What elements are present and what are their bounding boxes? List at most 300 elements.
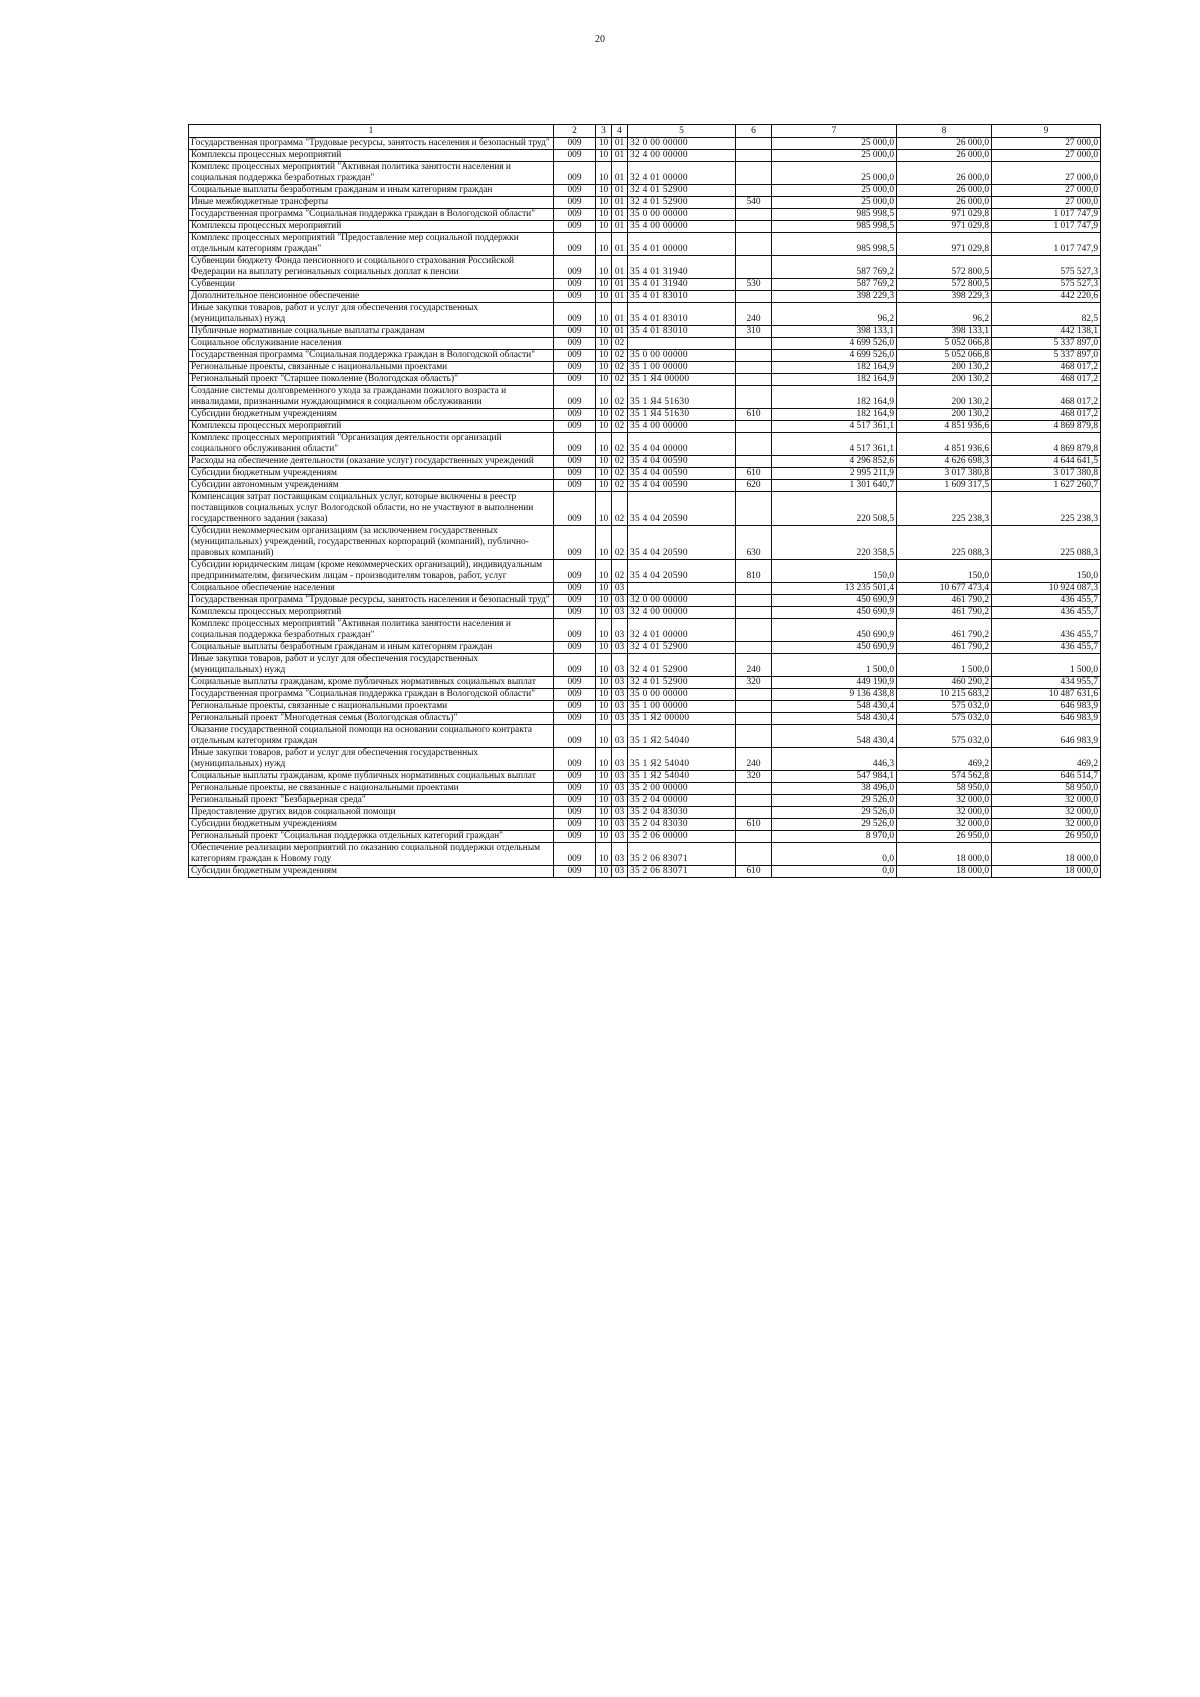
amount-col8-cell: 1 609 317,5	[897, 480, 992, 492]
subsection-code-cell: 03	[612, 607, 628, 619]
table-row	[189, 843, 1101, 866]
section-code-cell: 10	[596, 843, 612, 866]
table-row	[189, 338, 1101, 350]
amount-col7-cell: 450 690,9	[772, 595, 897, 607]
expense-type-cell: 530	[736, 279, 772, 291]
ministry-code-cell: 009	[554, 433, 596, 456]
expense-type-cell: 310	[736, 326, 772, 338]
row-name-cell: Региональные проекты, связанные с национальными проектами	[189, 362, 554, 374]
ministry-code-cell: 009	[554, 409, 596, 421]
amount-col8-cell: 3 017 380,8	[897, 468, 992, 480]
amount-col8-cell: 398 229,3	[897, 291, 992, 303]
amount-col8-cell: 18 000,0	[897, 866, 992, 878]
amount-col9-cell: 32 000,0	[992, 795, 1101, 807]
section-code-cell: 10	[596, 771, 612, 783]
amount-col7-cell: 587 769,2	[772, 256, 897, 279]
expense-type-cell: 620	[736, 480, 772, 492]
target-article-cell: 35 2 06 83071	[628, 866, 736, 878]
amount-col8-cell: 58 950,0	[897, 783, 992, 795]
expense-type-cell	[736, 795, 772, 807]
ministry-code-cell: 009	[554, 607, 596, 619]
section-code-cell: 10	[596, 807, 612, 819]
table-row	[189, 256, 1101, 279]
section-code-cell: 10	[596, 701, 612, 713]
ministry-code-cell: 009	[554, 279, 596, 291]
target-article-cell: 32 4 01 52900	[628, 197, 736, 209]
subsection-code-cell: 02	[612, 468, 628, 480]
ministry-code-cell: 009	[554, 595, 596, 607]
expense-type-cell	[736, 350, 772, 362]
expense-type-cell	[736, 583, 772, 595]
expense-type-cell	[736, 233, 772, 256]
amount-col8-cell: 575 032,0	[897, 713, 992, 725]
table-header-row	[189, 125, 1101, 138]
subsection-code-cell: 01	[612, 162, 628, 185]
column-header: 8	[897, 125, 992, 138]
amount-col9-cell: 4 869 879,8	[992, 421, 1101, 433]
section-code-cell: 10	[596, 468, 612, 480]
amount-col9-cell: 18 000,0	[992, 843, 1101, 866]
row-name-cell: Субсидии бюджетным учреждениям	[189, 866, 554, 878]
amount-col7-cell: 547 984,1	[772, 771, 897, 783]
ministry-code-cell: 009	[554, 291, 596, 303]
table-row	[189, 642, 1101, 654]
expense-type-cell	[736, 713, 772, 725]
amount-col7-cell: 25 000,0	[772, 150, 897, 162]
amount-col8-cell: 26 000,0	[897, 150, 992, 162]
amount-col9-cell: 1 017 747,9	[992, 233, 1101, 256]
target-article-cell: 32 4 01 52900	[628, 654, 736, 677]
row-name-cell: Предоставление других видов социальной помощи	[189, 807, 554, 819]
ministry-code-cell: 009	[554, 492, 596, 526]
amount-col9-cell: 468 017,2	[992, 409, 1101, 421]
subsection-code-cell: 02	[612, 338, 628, 350]
amount-col8-cell: 971 029,8	[897, 221, 992, 233]
row-name-cell: Субсидии бюджетным учреждениям	[189, 409, 554, 421]
ministry-code-cell: 009	[554, 209, 596, 221]
amount-col9-cell: 10 924 087,3	[992, 583, 1101, 595]
table-row	[189, 701, 1101, 713]
row-name-cell: Комплексы процессных мероприятий	[189, 607, 554, 619]
expense-type-cell	[736, 456, 772, 468]
row-name-cell: Оказание государственной социальной помощи на основании социального контракта отдельным категориям граждан	[189, 725, 554, 748]
row-name-cell: Комплекс процессных мероприятий "Организация деятельности организаций социального обслуживания области"	[189, 433, 554, 456]
table-row	[189, 866, 1101, 878]
expense-type-cell	[736, 221, 772, 233]
amount-col8-cell: 26 000,0	[897, 197, 992, 209]
expense-type-cell	[736, 256, 772, 279]
section-code-cell: 10	[596, 526, 612, 560]
subsection-code-cell: 02	[612, 492, 628, 526]
amount-col9-cell: 5 337 897,0	[992, 350, 1101, 362]
amount-col7-cell: 4 699 526,0	[772, 338, 897, 350]
expense-type-cell	[736, 701, 772, 713]
target-article-cell: 32 4 01 52900	[628, 642, 736, 654]
expense-type-cell	[736, 150, 772, 162]
column-header: 6	[736, 125, 772, 138]
expense-type-cell	[736, 386, 772, 409]
table-row	[189, 197, 1101, 209]
expense-type-cell: 240	[736, 303, 772, 326]
table-body	[189, 138, 1101, 878]
amount-col7-cell: 4 517 361,1	[772, 421, 897, 433]
amount-col8-cell: 10 215 683,2	[897, 689, 992, 701]
subsection-code-cell: 03	[612, 583, 628, 595]
row-name-cell: Публичные нормативные социальные выплаты гражданам	[189, 326, 554, 338]
amount-col9-cell: 646 983,9	[992, 725, 1101, 748]
ministry-code-cell: 009	[554, 526, 596, 560]
ministry-code-cell: 009	[554, 677, 596, 689]
amount-col8-cell: 5 052 066,8	[897, 350, 992, 362]
target-article-cell: 35 0 00 00000	[628, 689, 736, 701]
target-article-cell: 35 4 04 00590	[628, 456, 736, 468]
row-name-cell: Иные закупки товаров, работ и услуг для обеспечения государственных (муниципальных) нужд	[189, 303, 554, 326]
subsection-code-cell: 02	[612, 526, 628, 560]
ministry-code-cell: 009	[554, 197, 596, 209]
amount-col7-cell: 182 164,9	[772, 374, 897, 386]
amount-col7-cell: 446,3	[772, 748, 897, 771]
expense-type-cell: 610	[736, 866, 772, 878]
row-name-cell: Комплексы процессных мероприятий	[189, 221, 554, 233]
section-code-cell: 10	[596, 338, 612, 350]
row-name-cell: Социальное обслуживание населения	[189, 338, 554, 350]
section-code-cell: 10	[596, 233, 612, 256]
amount-col8-cell: 200 130,2	[897, 362, 992, 374]
table-row	[189, 350, 1101, 362]
table-row	[189, 560, 1101, 583]
section-code-cell: 10	[596, 583, 612, 595]
ministry-code-cell: 009	[554, 866, 596, 878]
amount-col7-cell: 450 690,9	[772, 607, 897, 619]
amount-col7-cell: 398 229,3	[772, 291, 897, 303]
row-name-cell: Иные межбюджетные трансферты	[189, 197, 554, 209]
ministry-code-cell: 009	[554, 819, 596, 831]
ministry-code-cell: 009	[554, 256, 596, 279]
section-code-cell: 10	[596, 831, 612, 843]
section-code-cell: 10	[596, 185, 612, 197]
amount-col8-cell: 460 290,2	[897, 677, 992, 689]
amount-col9-cell: 27 000,0	[992, 150, 1101, 162]
page-number: 20	[595, 34, 605, 45]
amount-col9-cell: 5 337 897,0	[992, 338, 1101, 350]
subsection-code-cell: 01	[612, 256, 628, 279]
subsection-code-cell: 01	[612, 150, 628, 162]
amount-col7-cell: 450 690,9	[772, 642, 897, 654]
ministry-code-cell: 009	[554, 374, 596, 386]
amount-col8-cell: 26 000,0	[897, 185, 992, 197]
ministry-code-cell: 009	[554, 654, 596, 677]
subsection-code-cell: 03	[612, 595, 628, 607]
amount-col9-cell: 575 527,3	[992, 256, 1101, 279]
row-name-cell: Дополнительное пенсионное обеспечение	[189, 291, 554, 303]
amount-col8-cell: 26 000,0	[897, 138, 992, 150]
subsection-code-cell: 01	[612, 221, 628, 233]
amount-col9-cell: 1 017 747,9	[992, 209, 1101, 221]
amount-col7-cell: 985 998,5	[772, 233, 897, 256]
section-code-cell: 10	[596, 725, 612, 748]
table-row	[189, 303, 1101, 326]
amount-col7-cell: 29 526,0	[772, 807, 897, 819]
amount-col8-cell: 971 029,8	[897, 233, 992, 256]
amount-col8-cell: 225 238,3	[897, 492, 992, 526]
row-name-cell: Иные закупки товаров, работ и услуг для обеспечения государственных (муниципальных) нужд	[189, 748, 554, 771]
column-header: 1	[189, 125, 554, 138]
expense-type-cell	[736, 619, 772, 642]
ministry-code-cell: 009	[554, 233, 596, 256]
row-name-cell: Субсидии юридическим лицам (кроме некоммерческих организаций), индивидуальным предпринимателям, физическим лицам - производителям товаров, работ, услуг	[189, 560, 554, 583]
amount-col9-cell: 58 950,0	[992, 783, 1101, 795]
subsection-code-cell: 03	[612, 713, 628, 725]
row-name-cell: Компенсация затрат поставщикам социальных услуг, которые включены в реестр поставщиков социальных услуг Вологодской области, но не участвуют в выполнении государственного задания (заказа)	[189, 492, 554, 526]
table-row	[189, 807, 1101, 819]
row-name-cell: Государственная программа "Трудовые ресурсы, занятость населения и безопасный труд"	[189, 595, 554, 607]
amount-col9-cell: 646 983,9	[992, 713, 1101, 725]
amount-col7-cell: 4 296 852,6	[772, 456, 897, 468]
row-name-cell: Иные закупки товаров, работ и услуг для обеспечения государственных (муниципальных) нужд	[189, 654, 554, 677]
section-code-cell: 10	[596, 221, 612, 233]
subsection-code-cell: 03	[612, 831, 628, 843]
subsection-code-cell: 03	[612, 725, 628, 748]
target-article-cell: 35 4 04 00000	[628, 433, 736, 456]
table-row	[189, 374, 1101, 386]
subsection-code-cell: 03	[612, 795, 628, 807]
ministry-code-cell: 009	[554, 138, 596, 150]
amount-col7-cell: 548 430,4	[772, 701, 897, 713]
target-article-cell: 35 1 Я4 00000	[628, 374, 736, 386]
row-name-cell: Расходы на обеспечение деятельности (оказание услуг) государственных учреждений	[189, 456, 554, 468]
expense-type-cell	[736, 362, 772, 374]
column-header: 9	[992, 125, 1101, 138]
table-row	[189, 713, 1101, 725]
target-article-cell: 35 1 Я2 54040	[628, 725, 736, 748]
expense-type-cell	[736, 291, 772, 303]
target-article-cell: 35 4 01 31940	[628, 279, 736, 291]
table-row	[189, 209, 1101, 221]
section-code-cell: 10	[596, 819, 612, 831]
target-article-cell: 35 1 Я2 54040	[628, 771, 736, 783]
amount-col7-cell: 25 000,0	[772, 138, 897, 150]
target-article-cell: 35 2 06 83071	[628, 843, 736, 866]
amount-col7-cell: 985 998,5	[772, 209, 897, 221]
subsection-code-cell: 03	[612, 642, 628, 654]
expense-type-cell: 810	[736, 560, 772, 583]
expense-type-cell	[736, 433, 772, 456]
target-article-cell	[628, 338, 736, 350]
amount-col7-cell: 548 430,4	[772, 713, 897, 725]
expense-type-cell: 320	[736, 771, 772, 783]
section-code-cell: 10	[596, 150, 612, 162]
target-article-cell: 35 2 04 83030	[628, 807, 736, 819]
expense-type-cell	[736, 831, 772, 843]
target-article-cell: 32 4 01 52900	[628, 677, 736, 689]
subsection-code-cell: 02	[612, 421, 628, 433]
amount-col9-cell: 468 017,2	[992, 362, 1101, 374]
row-name-cell: Комплексы процессных мероприятий	[189, 150, 554, 162]
expense-type-cell	[736, 421, 772, 433]
column-header: 4	[612, 125, 628, 138]
amount-col9-cell: 442 220,6	[992, 291, 1101, 303]
amount-col9-cell: 468 017,2	[992, 386, 1101, 409]
subsection-code-cell: 03	[612, 783, 628, 795]
target-article-cell: 35 1 Я2 54040	[628, 748, 736, 771]
row-name-cell: Региональный проект "Социальная поддержка отдельных категорий граждан"	[189, 831, 554, 843]
amount-col7-cell: 1 500,0	[772, 654, 897, 677]
amount-col8-cell: 32 000,0	[897, 807, 992, 819]
section-code-cell: 10	[596, 795, 612, 807]
amount-col9-cell: 1 500,0	[992, 654, 1101, 677]
expense-type-cell: 540	[736, 197, 772, 209]
section-code-cell: 10	[596, 619, 612, 642]
amount-col9-cell: 4 644 641,5	[992, 456, 1101, 468]
section-code-cell: 10	[596, 303, 612, 326]
amount-col9-cell: 436 455,7	[992, 607, 1101, 619]
subsection-code-cell: 01	[612, 185, 628, 197]
section-code-cell: 10	[596, 209, 612, 221]
amount-col8-cell: 32 000,0	[897, 795, 992, 807]
amount-col9-cell: 32 000,0	[992, 807, 1101, 819]
row-name-cell: Обеспечение реализации мероприятий по оказанию социальной поддержки отдельным категориям граждан к Новому году	[189, 843, 554, 866]
section-code-cell: 10	[596, 642, 612, 654]
subsection-code-cell: 01	[612, 326, 628, 338]
expense-type-cell: 610	[736, 468, 772, 480]
ministry-code-cell: 009	[554, 748, 596, 771]
table-row	[189, 221, 1101, 233]
row-name-cell: Государственная программа "Социальная поддержка граждан в Вологодской области"	[189, 689, 554, 701]
row-name-cell: Региональные проекты, не связанные с национальными проектами	[189, 783, 554, 795]
table-row	[189, 150, 1101, 162]
amount-col8-cell: 469,2	[897, 748, 992, 771]
target-article-cell: 32 0 00 00000	[628, 138, 736, 150]
expense-type-cell	[736, 843, 772, 866]
amount-col9-cell: 18 000,0	[992, 866, 1101, 878]
amount-col9-cell: 436 455,7	[992, 642, 1101, 654]
column-header: 2	[554, 125, 596, 138]
row-name-cell: Комплексы процессных мероприятий	[189, 421, 554, 433]
section-code-cell: 10	[596, 256, 612, 279]
column-header: 7	[772, 125, 897, 138]
table-row	[189, 326, 1101, 338]
amount-col8-cell: 200 130,2	[897, 386, 992, 409]
section-code-cell: 10	[596, 197, 612, 209]
expense-type-cell: 630	[736, 526, 772, 560]
ministry-code-cell: 009	[554, 619, 596, 642]
ministry-code-cell: 009	[554, 583, 596, 595]
amount-col7-cell: 450 690,9	[772, 619, 897, 642]
table-row	[189, 291, 1101, 303]
row-name-cell: Субсидии некоммерческим организациям (за исключением государственных (муниципальных) учреждений, государственных корпораций (компаний), публично-правовых компаний)	[189, 526, 554, 560]
amount-col7-cell: 449 190,9	[772, 677, 897, 689]
subsection-code-cell: 01	[612, 138, 628, 150]
amount-col8-cell: 10 677 473,4	[897, 583, 992, 595]
ministry-code-cell: 009	[554, 456, 596, 468]
amount-col9-cell: 10 487 631,6	[992, 689, 1101, 701]
expense-type-cell	[736, 607, 772, 619]
budget-table	[188, 124, 1101, 878]
row-name-cell: Комплекс процессных мероприятий "Активная политика занятости населения и социальная поддержка безработных граждан"	[189, 619, 554, 642]
table-row	[189, 831, 1101, 843]
target-article-cell: 32 0 00 00000	[628, 595, 736, 607]
amount-col9-cell: 575 527,3	[992, 279, 1101, 291]
section-code-cell: 10	[596, 654, 612, 677]
target-article-cell: 35 4 01 00000	[628, 233, 736, 256]
amount-col8-cell: 5 052 066,8	[897, 338, 992, 350]
amount-col7-cell: 9 136 438,8	[772, 689, 897, 701]
amount-col8-cell: 575 032,0	[897, 701, 992, 713]
amount-col7-cell: 0,0	[772, 843, 897, 866]
ministry-code-cell: 009	[554, 642, 596, 654]
table-row	[189, 619, 1101, 642]
subsection-code-cell: 02	[612, 374, 628, 386]
table-row	[189, 689, 1101, 701]
table-row	[189, 492, 1101, 526]
amount-col9-cell: 26 950,0	[992, 831, 1101, 843]
subsection-code-cell: 01	[612, 233, 628, 256]
subsection-code-cell: 01	[612, 279, 628, 291]
amount-col7-cell: 985 998,5	[772, 221, 897, 233]
table-row	[189, 279, 1101, 291]
table-row	[189, 456, 1101, 468]
target-article-cell: 35 1 Я2 00000	[628, 713, 736, 725]
amount-col8-cell: 4 851 936,6	[897, 421, 992, 433]
amount-col8-cell: 4 851 936,6	[897, 433, 992, 456]
section-code-cell: 10	[596, 456, 612, 468]
subsection-code-cell: 01	[612, 197, 628, 209]
section-code-cell: 10	[596, 409, 612, 421]
expense-type-cell	[736, 162, 772, 185]
expense-type-cell	[736, 689, 772, 701]
section-code-cell: 10	[596, 492, 612, 526]
amount-col9-cell: 469,2	[992, 748, 1101, 771]
target-article-cell: 32 4 00 00000	[628, 150, 736, 162]
ministry-code-cell: 009	[554, 689, 596, 701]
expense-type-cell	[736, 138, 772, 150]
ministry-code-cell: 009	[554, 701, 596, 713]
table-row	[189, 771, 1101, 783]
ministry-code-cell: 009	[554, 783, 596, 795]
target-article-cell: 35 4 00 00000	[628, 221, 736, 233]
amount-col8-cell: 96,2	[897, 303, 992, 326]
ministry-code-cell: 009	[554, 303, 596, 326]
ministry-code-cell: 009	[554, 771, 596, 783]
ministry-code-cell: 009	[554, 386, 596, 409]
table-row	[189, 783, 1101, 795]
subsection-code-cell: 03	[612, 654, 628, 677]
subsection-code-cell: 02	[612, 560, 628, 583]
amount-col8-cell: 461 790,2	[897, 642, 992, 654]
amount-col7-cell: 182 164,9	[772, 409, 897, 421]
expense-type-cell	[736, 209, 772, 221]
amount-col8-cell: 200 130,2	[897, 409, 992, 421]
amount-col9-cell: 27 000,0	[992, 185, 1101, 197]
target-article-cell: 35 1 00 00000	[628, 701, 736, 713]
amount-col7-cell: 29 526,0	[772, 819, 897, 831]
amount-col8-cell: 1 500,0	[897, 654, 992, 677]
amount-col7-cell: 0,0	[772, 866, 897, 878]
expense-type-cell	[736, 807, 772, 819]
expense-type-cell	[736, 492, 772, 526]
row-name-cell: Региональный проект "Безбарьерная среда"	[189, 795, 554, 807]
ministry-code-cell: 009	[554, 350, 596, 362]
expense-type-cell: 610	[736, 409, 772, 421]
amount-col9-cell: 436 455,7	[992, 619, 1101, 642]
ministry-code-cell: 009	[554, 162, 596, 185]
amount-col9-cell: 434 955,7	[992, 677, 1101, 689]
section-code-cell: 10	[596, 326, 612, 338]
ministry-code-cell: 009	[554, 795, 596, 807]
target-article-cell: 35 1 Я4 51630	[628, 386, 736, 409]
subsection-code-cell: 02	[612, 362, 628, 374]
section-code-cell: 10	[596, 689, 612, 701]
